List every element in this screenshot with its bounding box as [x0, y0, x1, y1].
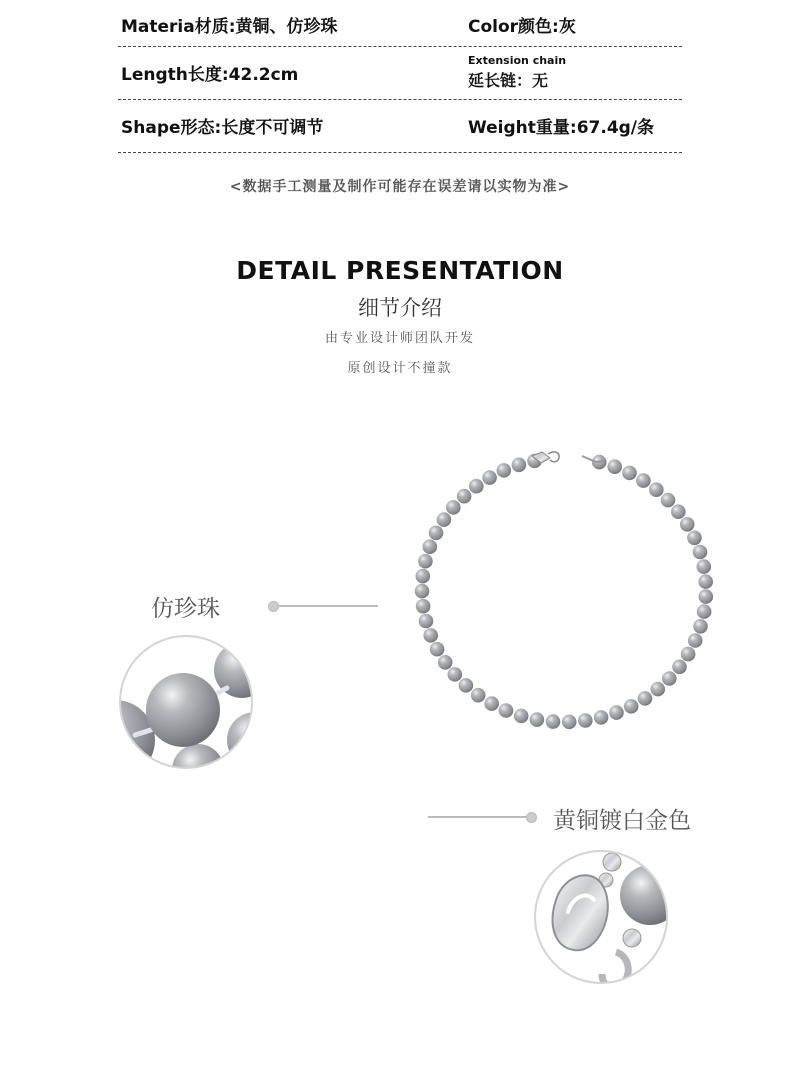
pearl-bead: [638, 691, 653, 706]
metal-zoom: [530, 848, 680, 988]
detail-tagline-2: 原创设计不撞款: [347, 361, 453, 376]
pearl-bead: [415, 584, 430, 599]
pearl-bead: [681, 647, 696, 662]
color-spec: Color颜色:灰: [468, 17, 576, 37]
pearl-bead: [484, 696, 499, 711]
metal-label: 黄铜镀白金色: [553, 808, 691, 834]
weight-spec: Weight重量:67.4g/条: [468, 118, 655, 138]
pearl-label: 仿珍珠: [151, 596, 220, 622]
pearl-bead: [609, 705, 624, 720]
pearl-bead: [636, 473, 651, 488]
pearl-bead: [418, 554, 433, 569]
pearl-bead: [459, 678, 474, 693]
extension-spec: 延长链：无: [468, 71, 549, 90]
pearl-bead: [497, 463, 512, 478]
clasp-icon: [532, 452, 604, 463]
pearl-bead: [697, 559, 712, 574]
detail-tagline-1: 由专业设计师团队开发: [324, 331, 475, 346]
pearl-bead: [649, 482, 664, 497]
pearl-bead: [438, 655, 453, 670]
detail-title: DETAIL PRESENTATION: [236, 256, 564, 285]
pearl-bead: [578, 713, 593, 728]
pearl-bead: [423, 628, 438, 643]
pearl-bead: [661, 493, 676, 508]
pearl-leader-line: [278, 605, 378, 607]
pearl-bead: [416, 599, 431, 614]
extension-label: Extension chain: [468, 54, 567, 67]
material-spec: Materia材质:黄铜、仿珍珠: [121, 17, 338, 37]
pearl-bead: [687, 531, 702, 546]
pearl-bead: [446, 500, 461, 515]
pearl-bead: [607, 459, 622, 474]
pearl-bead: [671, 504, 686, 519]
pearl-bead: [530, 712, 545, 727]
shape-spec: Shape形态:长度不可调节: [121, 118, 324, 138]
pearl-bead: [419, 614, 434, 629]
pearl-bead: [416, 569, 431, 584]
pearl-bead: [698, 574, 713, 589]
detail-subtitle: 细节介绍: [358, 296, 442, 320]
pearl-bead: [448, 667, 463, 682]
measurement-note: <数据手工测量及制作可能存在误差请以实物为准>: [229, 179, 571, 195]
pearl-bead: [672, 660, 687, 675]
pearl-bead: [699, 589, 714, 604]
pearl-bead: [662, 671, 677, 686]
pearl-bead: [693, 545, 708, 560]
pearl-bead: [469, 479, 484, 494]
pearl-bead: [697, 604, 712, 619]
pearl-zoom: [75, 630, 283, 796]
pearl-bead: [680, 517, 695, 532]
pearl-bead: [457, 489, 472, 504]
pearl-bead: [471, 688, 486, 703]
pearl-bead: [546, 714, 561, 729]
metal-leader-dot: [526, 812, 537, 823]
pearl-bead: [624, 699, 639, 714]
length-spec: Length长度:42.2cm: [121, 65, 299, 85]
pearl-bead: [594, 710, 609, 725]
pearl-bead: [499, 703, 514, 718]
pearl-bead: [429, 526, 444, 541]
pearl-bead: [651, 682, 666, 697]
pearl-bead: [482, 470, 497, 485]
metal-leader-line: [428, 816, 528, 818]
pearl-bead: [688, 633, 703, 648]
pearl-bead: [437, 512, 452, 527]
necklace-pearls: [415, 454, 713, 730]
pearl-bead: [693, 619, 708, 634]
pearl-bead: [514, 709, 529, 724]
pearl-bead: [562, 715, 577, 730]
pearl-bead: [512, 458, 527, 473]
pearl-bead: [423, 539, 438, 554]
pearl-bead: [622, 466, 637, 481]
pearl-bead: [430, 642, 445, 657]
